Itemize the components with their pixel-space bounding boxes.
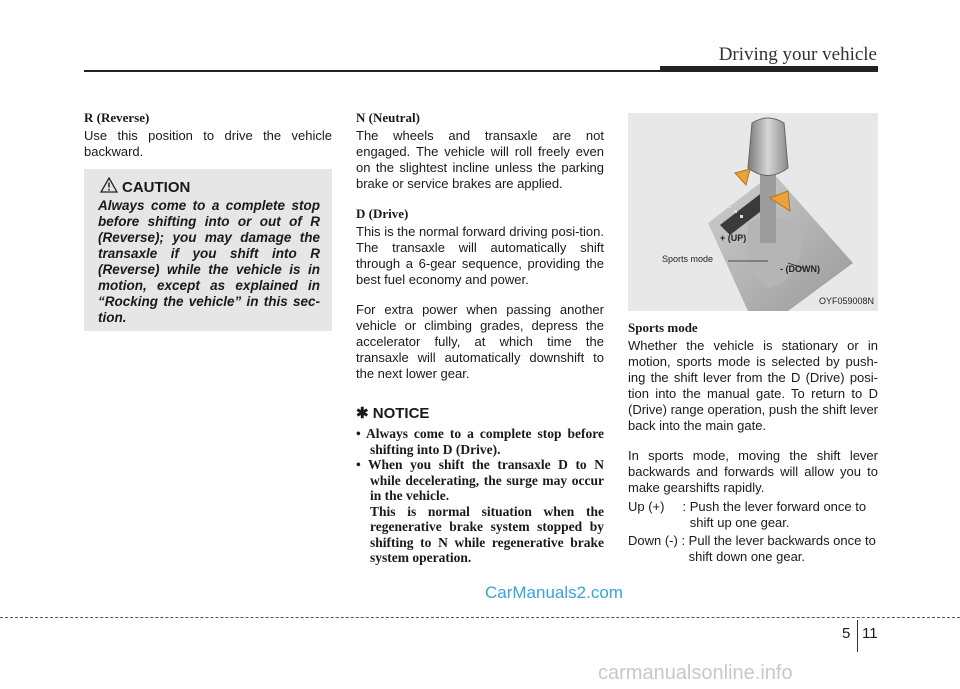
footer-rule	[0, 617, 960, 618]
figure-label-sports-mode: Sports mode	[662, 254, 714, 264]
shift-lever-figure	[628, 113, 878, 311]
page-number: 11	[862, 625, 878, 642]
notice-bullet-2-continued: This is normal situation when the regenerative brake system stopped by shifting to N while regenerative brake system operation.	[370, 503, 604, 565]
footer-site-watermark: carmanualsonline.info	[598, 662, 793, 684]
definition-up-term: Up (+) :	[628, 499, 690, 514]
definition-up	[628, 499, 878, 531]
definition-down-desc: Pull the lever backwards once to shift down one gear.	[688, 533, 876, 564]
notice-bullet-1: • Always come to a complete stop before shifting into D (Drive).	[356, 426, 604, 457]
drive-heading: D (Drive)	[356, 206, 409, 221]
drive-body-1: This is the normal forward driving posi-tion. The transaxle will automatically shift through a 6-gear sequence, providing the best fuel economy and power.	[356, 224, 604, 287]
definition-down-term: Down (-) :	[628, 533, 689, 548]
notice-title: ✱ NOTICE	[356, 405, 430, 422]
sports-mode-heading: Sports mode	[628, 320, 698, 335]
header-rule-accent	[660, 66, 878, 72]
neutral-body: The wheels and transaxle are not engaged. The vehicle will roll freely even on the slightest incline unless the parking brake or service brakes are applied.	[356, 128, 604, 191]
figure-label-down: - (DOWN)	[780, 264, 820, 274]
notice-bullet-2: • When you shift the transaxle D to N while decelerating, the surge may occur in the vehicle.	[356, 457, 604, 503]
neutral-heading: N (Neutral)	[356, 110, 420, 125]
reverse-body: Use this position to drive the vehicle backward.	[84, 128, 332, 159]
watermark-link[interactable]: CarManuals2.com	[485, 583, 623, 602]
caution-text: Always come to a complete stop before shifting into or out of R (Reverse); you may damage the transaxle if you shift into R (Reverse) while the vehicle is in motion, except as explained in “Rocking the vehicle” in this sec-tion.	[98, 198, 320, 325]
running-header-title: Driving your vehicle	[718, 44, 877, 65]
column-middle	[356, 110, 604, 566]
caution-box	[84, 169, 332, 331]
figure-code: OYF059008N	[818, 296, 874, 306]
column-right	[628, 110, 878, 565]
shift-lever-illustration	[628, 113, 878, 311]
reverse-heading: R (Reverse)	[84, 110, 150, 125]
chapter-number: 5	[842, 625, 851, 642]
page-number-divider	[857, 620, 858, 652]
drive-body-2: For extra power when passing another vehicle or climbing grades, depress the accelerator fully, at which time the transaxle will automatically downshift to the next lower gear.	[356, 302, 604, 381]
column-left	[84, 110, 332, 174]
figure-label-up: + (UP)	[720, 233, 747, 243]
definition-down	[628, 533, 878, 565]
header-rule	[84, 70, 660, 72]
warning-triangle-icon	[100, 177, 118, 193]
caution-title: CAUTION	[122, 179, 191, 196]
sports-mode-body-1: Whether the vehicle is stationary or in motion, sports mode is selected by push-ing the shift lever from the D (Drive) posi-tion into the manual gate. To return to D (Drive) range operation, push the shift lever back into the main gate.	[628, 338, 879, 433]
definition-up-desc: Push the lever forward once to shift up one gear.	[689, 499, 867, 530]
sports-mode-body-2: In sports mode, moving the shift lever backwards and forwards will allow you to make gearshifts rapidly.	[628, 448, 878, 495]
